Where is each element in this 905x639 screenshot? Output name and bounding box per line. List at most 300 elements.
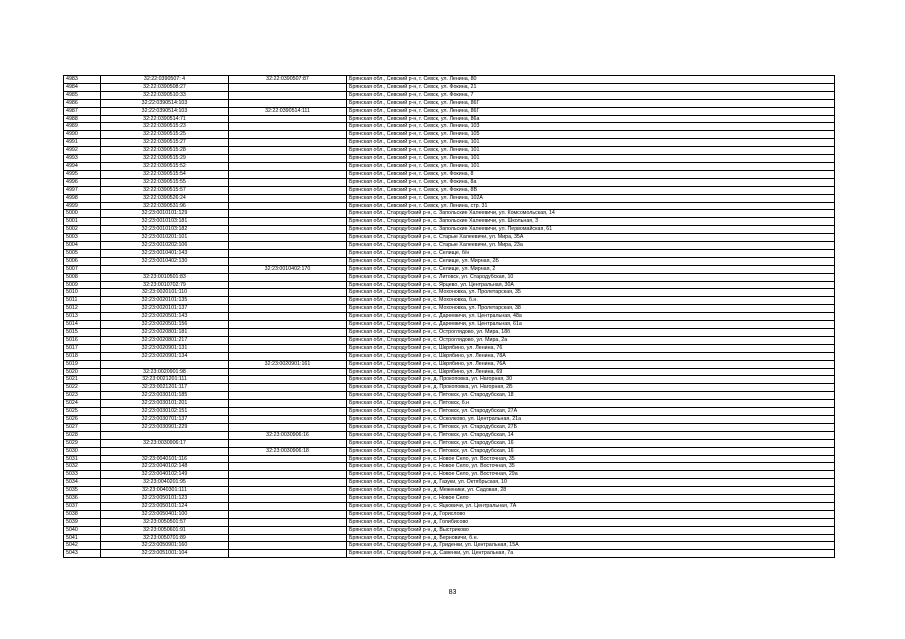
linked-cadastral-number-cell [229,297,347,305]
row-number-cell: 5018 [64,352,101,360]
cadastral-number-cell: 32:23:0030906:17 [101,439,229,447]
address-cell: Брянская обл., Стародубский р-н, с. Остроглядово, ул. Мира, 2а [347,336,835,344]
cadastral-number-cell: 32:22:0390515:29 [101,155,229,163]
table-row [64,313,835,321]
row-number-cell: 4985 [64,91,101,99]
linked-cadastral-number-cell [229,147,347,155]
cadastral-number-cell: 32:22:0390515:57 [101,186,229,194]
linked-cadastral-number-cell [229,376,347,384]
cadastral-number-cell: 32:22:0390514:103 [101,99,229,107]
row-number-cell: 5007 [64,265,101,273]
cadastral-number-cell: 32:23:0010202:106 [101,242,229,250]
cadastral-number-cell: 32:22:0390515:55 [101,178,229,186]
linked-cadastral-number-cell [229,471,347,479]
cadastral-number-cell: 32:23:0030101:201 [101,400,229,408]
row-number-cell: 5038 [64,510,101,518]
row-number-cell: 5005 [64,249,101,257]
row-number-cell: 5035 [64,487,101,495]
linked-cadastral-number-cell [229,479,347,487]
cadastral-number-cell: 32:22:0390510:33 [101,91,229,99]
linked-cadastral-number-cell [229,218,347,226]
table-row [64,242,835,250]
cadastral-number-cell: 32:23:0021201:111 [101,376,229,384]
address-cell: Брянская обл., Стародубский р-н, с. Новое Село, ул. Восточная, 35 [347,463,835,471]
linked-cadastral-number-cell [229,155,347,163]
cadastral-number-cell: 32:22:0390514:71 [101,115,229,123]
linked-cadastral-number-cell [229,550,347,558]
address-cell: Брянская обл., Стародубский р-н, с. Пятовск, ул. Стародубская, 16 [347,439,835,447]
cadastral-number-cell: 32:22:0390515:52 [101,162,229,170]
cadastral-number-cell: 32:23:0051001:104 [101,550,229,558]
table-row [64,376,835,384]
row-number-cell: 4984 [64,83,101,91]
table-row [64,273,835,281]
table-row [64,210,835,218]
table-row [64,534,835,542]
address-cell: Брянская обл., Стародубский р-н, с. Запольские Халеевичи, ул. Школьная, 3 [347,218,835,226]
table-row [64,360,835,368]
cadastral-number-cell: 32:22:0390514:103 [101,107,229,115]
table-row [64,297,835,305]
row-number-cell: 5024 [64,400,101,408]
table-row [64,170,835,178]
table-row [64,400,835,408]
table-row [64,139,835,147]
address-cell: Брянская обл., Стародубский р-н, д. Меженики, ул. Садовая, 28 [347,487,835,495]
linked-cadastral-number-cell [229,194,347,202]
address-cell: Брянская обл., Стародубский р-н, с. Шкрябино, ул. Ленина, 76 [347,344,835,352]
linked-cadastral-number-cell [229,487,347,495]
address-cell: Брянская обл., Стародубский р-н, д. Берновичи, б.н. [347,534,835,542]
cadastral-number-cell: 32:22:0390531:96 [101,202,229,210]
cadastral-number-cell: 32:23:0020101:137 [101,305,229,313]
address-cell: Брянская обл., Стародубский р-н, с. Запольские Халеевичи, ул. Комсомольская, 14 [347,210,835,218]
cadastral-number-cell: 32:23:0050401:100 [101,510,229,518]
address-cell: Брянская обл., Севский р-н, г. Севск, ул. Ленина, 86а [347,115,835,123]
linked-cadastral-number-cell: 32:22:0390507:87 [229,76,347,84]
row-number-cell: 5031 [64,455,101,463]
cadastral-number-cell: 32:23:0010201:101 [101,234,229,242]
address-cell: Брянская обл., Стародубский р-н, с. Шкрябино, ул. Ленина, 76А [347,360,835,368]
cadastral-number-cell: 32:23:0010103:182 [101,226,229,234]
table-row [64,518,835,526]
row-number-cell: 4999 [64,202,101,210]
cadastral-number-cell: 32:23:0050601:91 [101,526,229,534]
linked-cadastral-number-cell: 32:23:0030906:16 [229,431,347,439]
row-number-cell: 5020 [64,368,101,376]
row-number-cell: 5004 [64,242,101,250]
row-number-cell: 4996 [64,178,101,186]
cadastral-number-cell [101,360,229,368]
table-row [64,178,835,186]
address-cell: Брянская обл., Стародубский р-н, с. Пятовск, ул. Стародубская, 14 [347,431,835,439]
linked-cadastral-number-cell [229,162,347,170]
table-row [64,455,835,463]
page-number: 83 [448,589,457,596]
cadastral-number-cell: 32:23:0010401:143 [101,249,229,257]
linked-cadastral-number-cell: 32:23:0030906:18 [229,447,347,455]
address-cell: Брянская обл., Севский р-н, г. Севск, ул. Ленина, стр. 31 [347,202,835,210]
row-number-cell: 4993 [64,155,101,163]
linked-cadastral-number-cell [229,281,347,289]
address-cell: Брянская обл., Стародубский р-н, с. Селище, б/н [347,249,835,257]
cadastral-number-cell: 32:23:0021201:117 [101,384,229,392]
table-row [64,526,835,534]
cadastral-number-cell: 32:23:0040201:95 [101,479,229,487]
linked-cadastral-number-cell [229,392,347,400]
linked-cadastral-number-cell [229,99,347,107]
address-cell: Брянская обл., Стародубский р-н, с. Селище, ул. Мирная, 2 [347,265,835,273]
row-number-cell: 5016 [64,336,101,344]
row-number-cell: 5037 [64,502,101,510]
row-number-cell: 4997 [64,186,101,194]
table-row [64,226,835,234]
linked-cadastral-number-cell [229,249,347,257]
address-cell: Брянская обл., Стародубский р-н, с. Старые Халеевичи, ул. Мира, 35А [347,234,835,242]
table-row [64,131,835,139]
address-cell: Брянская обл., Стародубский р-н, с. Мохоновка, б.н. [347,297,835,305]
address-cell: Брянская обл., Стародубский р-н, с. Запольские Халеевичи, ул. Первомайская, 61 [347,226,835,234]
cadastral-number-cell: 32:23:0020801:217 [101,336,229,344]
linked-cadastral-number-cell [229,313,347,321]
cadastral-number-cell: 32:23:0020101:110 [101,289,229,297]
address-cell: Брянская обл., Стародубский р-н, с. Шкрябино, ул. Ленина, 78А [347,352,835,360]
address-cell: Брянская обл., Стародубский р-н, с. Пятовск, б.н [347,400,835,408]
row-number-cell: 5029 [64,439,101,447]
cadastral-number-cell: 32:23:0020901:134 [101,352,229,360]
row-number-cell: 5036 [64,495,101,503]
cadastral-number-cell: 32:23:0020101:135 [101,297,229,305]
table-row [64,487,835,495]
address-cell: Брянская обл., Стародубский р-н, с. Яцковичи, ул. Центральная, 7А [347,502,835,510]
address-cell: Брянская обл., Стародубский р-н, д. Савенки, ул. Центральная, 7а [347,550,835,558]
address-cell: Брянская обл., Стародубский р-н, с. Мохоновка, ул. Пролетарская, 35 [347,289,835,297]
linked-cadastral-number-cell [229,510,347,518]
linked-cadastral-number-cell [229,336,347,344]
address-cell: Брянская обл., Севский р-н, г. Севск, ул. Ленина, 80 [347,76,835,84]
linked-cadastral-number-cell [229,368,347,376]
address-cell: Брянская обл., Стародубский р-н, д. Выстриково [347,526,835,534]
linked-cadastral-number-cell [229,344,347,352]
cadastral-number-cell: 32:23:0020901:131 [101,344,229,352]
address-cell: Брянская обл., Севский р-н, г. Севск, ул. Ленина, 102А [347,194,835,202]
row-number-cell: 5011 [64,297,101,305]
address-cell: Брянская обл., Стародубский р-н, с. Осколково, ул. Центральная, 21а [347,415,835,423]
table-row [64,423,835,431]
table-row [64,321,835,329]
linked-cadastral-number-cell [229,463,347,471]
address-cell: Брянская обл., Стародубский р-н, с. Дареевичи, ул. Центральная, 61а [347,321,835,329]
address-cell: Брянская обл., Севский р-н, г. Севск, ул. Фокина, 8В [347,186,835,194]
row-number-cell: 5026 [64,415,101,423]
address-cell: Брянская обл., Севский р-н, г. Севск, ул. Ленина, 103 [347,123,835,131]
row-number-cell: 5023 [64,392,101,400]
linked-cadastral-number-cell [229,526,347,534]
table-row [64,115,835,123]
row-number-cell: 5003 [64,234,101,242]
address-cell: Брянская обл., Севский р-н, г. Севск, ул. Ленина, 101 [347,155,835,163]
cadastral-number-cell: 32:23:0020501:156 [101,321,229,329]
cadastral-number-cell [101,431,229,439]
table-row [64,495,835,503]
cadastral-number-cell: 32:22:0390508:27 [101,83,229,91]
row-number-cell: 5012 [64,305,101,313]
table-row [64,408,835,416]
table-row [64,471,835,479]
linked-cadastral-number-cell [229,234,347,242]
address-cell: Брянская обл., Стародубский р-н, с. Пятовск, ул. Стародубская, 16 [347,447,835,455]
row-number-cell: 4998 [64,194,101,202]
linked-cadastral-number-cell [229,400,347,408]
linked-cadastral-number-cell [229,123,347,131]
table-row [64,257,835,265]
linked-cadastral-number-cell [229,115,347,123]
cadastral-number-cell [101,447,229,455]
table-row [64,344,835,352]
table-row [64,550,835,558]
address-cell: Брянская обл., Севский р-н, г. Севск, ул. Фокина, 21 [347,83,835,91]
table-row [64,123,835,131]
address-cell: Брянская обл., Стародубский р-н, с. Старые Халеевичи, ул. Мира, 23а [347,242,835,250]
table-row [64,218,835,226]
table-row [64,431,835,439]
address-cell: Брянская обл., Стародубский р-н, с. Пятовск, ул. Стародубская, 27А [347,408,835,416]
linked-cadastral-number-cell [229,321,347,329]
linked-cadastral-number-cell [229,542,347,550]
table-row [64,289,835,297]
address-cell: Брянская обл., Стародубский р-н, с. Новое Село [347,495,835,503]
table-row [64,352,835,360]
table-row [64,281,835,289]
table-row [64,249,835,257]
table-row [64,415,835,423]
cadastral-number-cell: 32:22:0390515:25 [101,131,229,139]
registry-table [63,75,835,558]
row-number-cell: 5008 [64,273,101,281]
row-number-cell: 4995 [64,170,101,178]
linked-cadastral-number-cell: 32:23:0010402:170 [229,265,347,273]
table-row [64,234,835,242]
row-number-cell: 5030 [64,447,101,455]
linked-cadastral-number-cell [229,186,347,194]
linked-cadastral-number-cell [229,83,347,91]
row-number-cell: 4988 [64,115,101,123]
linked-cadastral-number-cell [229,384,347,392]
address-cell: Брянская обл., Стародубский р-н, д. Голибисово [347,518,835,526]
table-row [64,202,835,210]
linked-cadastral-number-cell [229,352,347,360]
row-number-cell: 5039 [64,518,101,526]
table-row [64,99,835,107]
cadastral-number-cell: 32:23:0010103:181 [101,218,229,226]
cadastral-number-cell: 32:23:0020901:98 [101,368,229,376]
address-cell: Брянская обл., Стародубский р-н, д. Горислово [347,510,835,518]
address-cell: Брянская обл., Севский р-н, г. Севск, ул. Ленина, 101 [347,139,835,147]
table-row [64,162,835,170]
linked-cadastral-number-cell [229,534,347,542]
cadastral-number-cell [101,265,229,273]
table-row [64,479,835,487]
linked-cadastral-number-cell [229,170,347,178]
address-cell: Брянская обл., Стародубский р-н, с. Дареевичи, ул. Центральная, 48а [347,313,835,321]
registry-table-body [64,76,835,558]
address-cell: Брянская обл., Севский р-н, г. Севск, ул. Фокина, 8 [347,170,835,178]
table-row [64,384,835,392]
table-row [64,265,835,273]
linked-cadastral-number-cell [229,91,347,99]
linked-cadastral-number-cell [229,329,347,337]
row-number-cell: 5034 [64,479,101,487]
cadastral-number-cell: 32:23:0040102:148 [101,463,229,471]
cadastral-number-cell: 32:23:0040102:149 [101,471,229,479]
table-row [64,447,835,455]
address-cell: Брянская обл., Стародубский р-н, с. Мохоновка, ул. Пролетарская, 38 [347,305,835,313]
cadastral-number-cell: 32:22:0390507: 4 [101,76,229,84]
table-row [64,107,835,115]
row-number-cell: 4991 [64,139,101,147]
table-row [64,147,835,155]
linked-cadastral-number-cell [229,455,347,463]
cadastral-number-cell: 32:22:0390515:28 [101,147,229,155]
cadastral-number-cell: 32:22:0390526:24 [101,194,229,202]
row-number-cell: 5025 [64,408,101,416]
address-cell: Брянская обл., Стародубский р-н, с. Ярцево, ул. Центральная, 30А [347,281,835,289]
table-row [64,439,835,447]
cadastral-number-cell: 32:23:0050501:57 [101,518,229,526]
row-number-cell: 5013 [64,313,101,321]
cadastral-number-cell: 32:23:0010702:79 [101,281,229,289]
linked-cadastral-number-cell [229,408,347,416]
table-row [64,155,835,163]
row-number-cell: 4987 [64,107,101,115]
cadastral-number-cell: 32:23:0010501:83 [101,273,229,281]
address-cell: Брянская обл., Стародубский р-н, д. Газуки, ул. Октябрьская, 10 [347,479,835,487]
table-row [64,329,835,337]
cadastral-number-cell: 32:23:0030701:137 [101,415,229,423]
row-number-cell: 5015 [64,329,101,337]
address-cell: Брянская обл., Стародубский р-н, с. Литовск, ул. Стародубская, 10 [347,273,835,281]
row-number-cell: 5002 [64,226,101,234]
address-cell: Брянская обл., Стародубский р-н, с. Новое Село, ул. Восточная, 35 [347,455,835,463]
table-row [64,186,835,194]
address-cell: Брянская обл., Севский р-н, г. Севск, ул. Ленина, 101 [347,147,835,155]
address-cell: Брянская обл., Севский р-н, г. Севск, ул. Ленина, 86Г [347,107,835,115]
cadastral-number-cell: 32:23:0010101:129 [101,210,229,218]
address-cell: Брянская обл., Севский р-н, г. Севск, ул. Ленина, 86Г [347,99,835,107]
linked-cadastral-number-cell [229,242,347,250]
cadastral-number-cell: 32:23:0030901:229 [101,423,229,431]
row-number-cell: 5042 [64,542,101,550]
address-cell: Брянская обл., Севский р-н, г. Севск, ул. Фокина, 7 [347,91,835,99]
linked-cadastral-number-cell: 32:23:0020901:161 [229,360,347,368]
linked-cadastral-number-cell [229,439,347,447]
linked-cadastral-number-cell: 32:22:0390514:111 [229,107,347,115]
cadastral-number-cell: 32:22:0390515:54 [101,170,229,178]
table-row [64,83,835,91]
row-number-cell: 5028 [64,431,101,439]
table-row [64,305,835,313]
linked-cadastral-number-cell [229,273,347,281]
table-row [64,542,835,550]
row-number-cell: 5017 [64,344,101,352]
cadastral-number-cell: 32:23:0020801:181 [101,329,229,337]
row-number-cell: 5041 [64,534,101,542]
row-number-cell: 4994 [64,162,101,170]
linked-cadastral-number-cell [229,178,347,186]
row-number-cell: 4992 [64,147,101,155]
address-cell: Брянская обл., Стародубский р-н, с. Остроглядово, ул. Мира, 18б [347,329,835,337]
address-cell: Брянская обл., Стародубский р-н, д. Прокоповка, ул. Нагорная, 30 [347,376,835,384]
row-number-cell: 5014 [64,321,101,329]
linked-cadastral-number-cell [229,423,347,431]
cadastral-number-cell: 32:23:0010402:130 [101,257,229,265]
linked-cadastral-number-cell [229,518,347,526]
linked-cadastral-number-cell [229,495,347,503]
row-number-cell: 4986 [64,99,101,107]
cadastral-number-cell: 32:22:0390515:27 [101,139,229,147]
row-number-cell: 5043 [64,550,101,558]
row-number-cell: 5010 [64,289,101,297]
row-number-cell: 5001 [64,218,101,226]
linked-cadastral-number-cell [229,139,347,147]
linked-cadastral-number-cell [229,502,347,510]
address-cell: Брянская обл., Стародубский р-н, с. Пятовск, ул. Стародубская, 18 [347,392,835,400]
address-cell: Брянская обл., Стародубский р-н, с. Новое Село, ул. Восточная, 29а [347,471,835,479]
row-number-cell: 5032 [64,463,101,471]
cadastral-number-cell: 32:23:0050101:124 [101,502,229,510]
linked-cadastral-number-cell [229,226,347,234]
linked-cadastral-number-cell [229,257,347,265]
row-number-cell: 5022 [64,384,101,392]
linked-cadastral-number-cell [229,289,347,297]
cadastral-number-cell: 32:23:0040101:116 [101,455,229,463]
cadastral-number-cell: 32:23:0020501:143 [101,313,229,321]
linked-cadastral-number-cell [229,415,347,423]
row-number-cell: 5000 [64,210,101,218]
cadastral-number-cell: 32:23:0050701:89 [101,534,229,542]
cadastral-number-cell: 32:23:0050101:123 [101,495,229,503]
linked-cadastral-number-cell [229,305,347,313]
cadastral-number-cell: 32:23:0030102:151 [101,408,229,416]
linked-cadastral-number-cell [229,131,347,139]
address-cell: Брянская обл., Севский р-н, г. Севск, ул. Ленина, 105 [347,131,835,139]
table-row [64,463,835,471]
table-row [64,336,835,344]
row-number-cell: 5033 [64,471,101,479]
address-cell: Брянская обл., Стародубский р-н, с. Селище, ул. Мирная, 2Б [347,257,835,265]
row-number-cell: 5040 [64,526,101,534]
row-number-cell: 4989 [64,123,101,131]
table-row [64,194,835,202]
table-row [64,91,835,99]
address-cell: Брянская обл., Стародубский р-н, д. Гриденки, ул. Центральная, 15А [347,542,835,550]
address-cell: Брянская обл., Севский р-н, г. Севск, ул. Ленина, 101 [347,162,835,170]
row-number-cell: 4990 [64,131,101,139]
row-number-cell: 5019 [64,360,101,368]
cadastral-number-cell: 32:22:0390515:23 [101,123,229,131]
address-cell: Брянская обл., Стародубский р-н, с. Шкрябино, ул. Ленина, 69 [347,368,835,376]
address-cell: Брянская обл., Севский р-н, г. Севск, ул. Фокина, 8а [347,178,835,186]
table-row [64,502,835,510]
linked-cadastral-number-cell [229,210,347,218]
row-number-cell: 5027 [64,423,101,431]
address-cell: Брянская обл., Стародубский р-н, д. Прокоповка, ул. Нагорная, 2Б [347,384,835,392]
linked-cadastral-number-cell [229,202,347,210]
row-number-cell: 4983 [64,76,101,84]
row-number-cell: 5006 [64,257,101,265]
address-cell: Брянская обл., Стародубский р-н, с. Пятовск, ул. Стародубская, 27Б [347,423,835,431]
row-number-cell: 5009 [64,281,101,289]
